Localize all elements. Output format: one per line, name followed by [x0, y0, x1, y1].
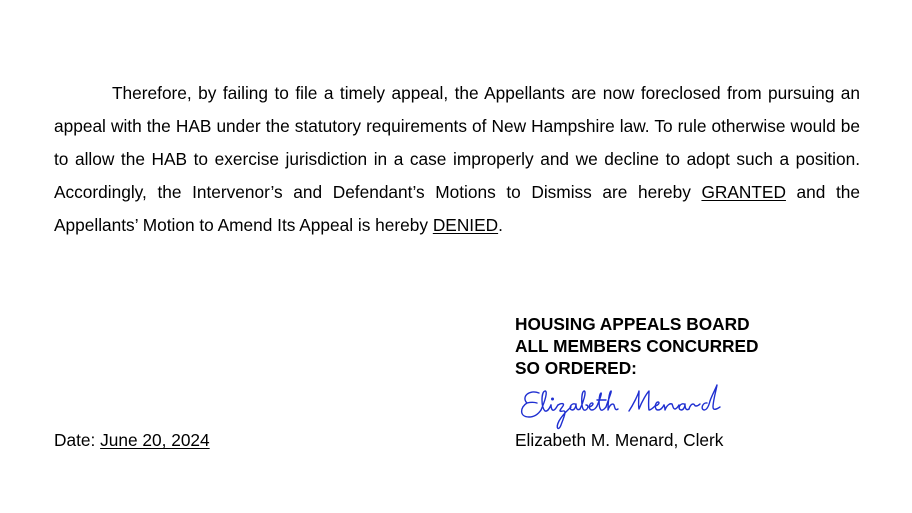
date-value: June 20, 2024: [100, 430, 210, 450]
clerk-name: Elizabeth M. Menard, Clerk: [515, 430, 724, 450]
order-date: [54, 429, 210, 451]
so-ordered-line: SO ORDERED:: [515, 358, 637, 378]
handwritten-signature: [517, 383, 742, 435]
ruling-text-end: .: [498, 215, 503, 235]
granted-term: GRANTED: [701, 182, 786, 202]
ruling-paragraph: [54, 77, 860, 242]
signature-block: [515, 313, 759, 379]
date-label: Date:: [54, 430, 101, 450]
ruling-text-part2: and the Appellants’ Motion to Amend Its Appeal is hereby: [54, 182, 860, 235]
ruling-text-part1: Therefore, by failing to file a timely appeal, the Appellants are now foreclosed from pursuing an appeal with the HAB under the statutory requirements of New Hampshire law. To rule otherwise would be to allow the HAB to exercise jurisdiction in a case improperly and we decline to adopt such a position. Accordingly, the Intervenor’s and Defendant’s Motions to Dismiss are hereby: [54, 83, 860, 202]
denied-term: DENIED: [432, 215, 499, 235]
concurrence-line: ALL MEMBERS CONCURRED: [515, 336, 759, 356]
board-name: HOUSING APPEALS BOARD: [515, 314, 750, 334]
